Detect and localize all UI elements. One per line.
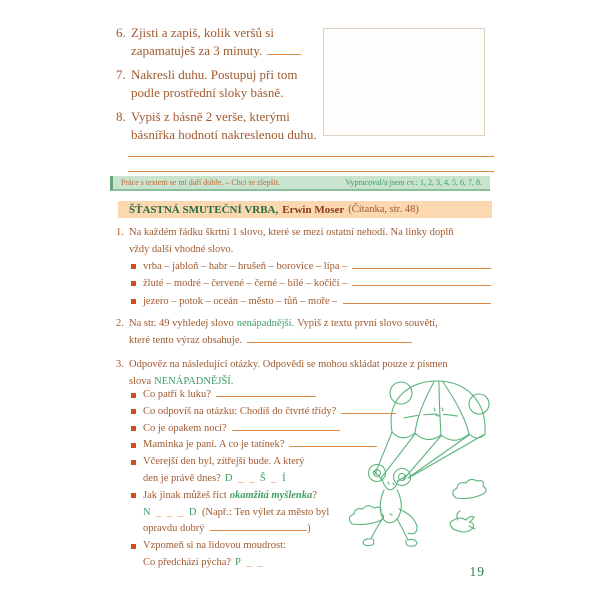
question-text: .) [304, 523, 311, 535]
exercise-number: 2. [116, 318, 124, 329]
exercise-text: Na str. 49 vyhledej slovo [129, 318, 234, 329]
cloud [453, 479, 486, 498]
mouse-foot [363, 539, 374, 546]
question-text: ? [312, 489, 317, 501]
answer-line [128, 156, 494, 157]
question-text: Co předchází pýcha? [143, 556, 232, 568]
cloud [349, 506, 383, 525]
word-row-text: žluté – modré – červené – černé – bílé – kočičí – [143, 278, 348, 290]
question-text: den je právě dnes? [143, 472, 221, 484]
exercise-number: 3. [116, 359, 124, 370]
section-source: (Čítanka, str. 48) [348, 204, 419, 215]
exercise-text: Odpověz na následující otázky. Odpovědi se mohou skládat pouze z písmen [129, 359, 448, 370]
question-text: Vzpomeň si na lidovou moudrost: [143, 540, 286, 552]
square-bullet-icon [131, 460, 136, 465]
page-number: 19 [469, 564, 485, 579]
question-text: Co je opakem noci? [143, 422, 227, 434]
parachute-face [434, 408, 443, 416]
word-row-text: jezero – potok – oceán – město – tůň – moře – [143, 295, 338, 307]
exercise-text: slova [129, 376, 152, 387]
answer-blank [352, 266, 491, 269]
exercise-2 [116, 315, 438, 349]
exercise-text: podle prostřední sloky básně. [131, 85, 284, 100]
answer-blank [210, 528, 305, 531]
question-text: opravdu dobrý [143, 523, 205, 535]
exercise-text: Na každém řádku škrtni 1 slovo, které se mezi ostatní nehodí. Na linky doplň [129, 227, 454, 238]
question-text: Co odpovíš na otázku: Chodíš do čtvrté třídy? [143, 405, 337, 417]
self-assessment-bar [110, 176, 490, 191]
section-author: Erwin Moser [282, 203, 345, 216]
square-bullet-icon [131, 426, 136, 431]
exercise-text: Zjisti a zapiš, kolik veršů si [131, 25, 274, 40]
mouse-tail [399, 509, 417, 534]
parachute-ear [390, 382, 412, 404]
section-title-bar [118, 201, 492, 218]
answer-line [128, 171, 494, 172]
question-text: Co patří k luku? [143, 389, 211, 400]
exercise-number: 8. [116, 109, 126, 124]
parachute-canopy [391, 381, 485, 434]
question-text: (Např.: Ten výlet za město byl [201, 506, 330, 518]
square-bullet-icon [131, 264, 136, 269]
highlight-phrase: okamžitá myšlenka [229, 489, 313, 501]
bird [450, 516, 474, 532]
exercise-8 [116, 108, 356, 144]
mouse-ear [394, 469, 411, 486]
letter-pattern: P _ _ [235, 556, 264, 568]
square-bullet-icon [131, 409, 136, 414]
exercise-text: Nakresli duhu. Postupuj při tom [131, 67, 298, 82]
square-bullet-icon [131, 281, 136, 286]
highlight-word: NENÁPADNĚJŠÍ. [154, 376, 234, 387]
exercise-number: 1. [116, 227, 124, 238]
mouse-head [382, 479, 398, 490]
question-text: Maminka je paní. A co je tatínek? [143, 439, 285, 451]
answer-blank [267, 52, 301, 55]
mouse-arms [374, 471, 407, 481]
square-bullet-icon [131, 299, 136, 304]
word-row [131, 258, 491, 275]
exercise-text: zapamatuješ za 3 minuty. [131, 43, 263, 58]
exercise-1 [116, 224, 454, 258]
self-assessment-text: Práce s textem se mi daří dobře. – Chci se zlepšit. [121, 178, 281, 187]
square-bullet-icon [131, 544, 136, 549]
highlight-word: nenápadnější. [236, 318, 295, 329]
exercise-number: 6. [116, 25, 126, 40]
drawing-box [323, 28, 485, 136]
letter-pattern: D _ _ Š _ Í [224, 472, 288, 484]
completed-exercises-text: Vypracoval/a jsem cv.: 1, 2, 3, 4, 5, 6, 7, 8. [345, 178, 482, 187]
answer-blank [216, 394, 316, 397]
word-row [131, 293, 491, 310]
question-text: Včerejší den byl, zítřejší bude. A který [143, 456, 305, 468]
mouse-ear [369, 465, 386, 482]
mouse-foot [406, 539, 417, 546]
square-bullet-icon [131, 393, 136, 398]
answer-blank [232, 428, 340, 431]
mouse-parachute-illustration [338, 368, 498, 563]
answer-blank [247, 340, 412, 343]
exercise-text: vždy další vhodné slovo. [129, 244, 234, 255]
square-bullet-icon [131, 443, 136, 448]
word-row-list [131, 258, 491, 310]
section-title: ŠŤASTNÁ SMUTEČNÍ VRBA, [129, 203, 279, 216]
answer-blank [352, 283, 491, 286]
word-row-text: vrba – jabloň – habr – hrušeň – borovice – lípa – [143, 261, 348, 272]
exercise-7 [116, 66, 356, 102]
exercise-text: které tento výraz obsahuje. [129, 335, 243, 346]
top-exercise-list [116, 24, 356, 150]
exercise-6 [116, 24, 356, 60]
exercise-number: 7. [116, 67, 126, 82]
answer-blank [343, 301, 492, 304]
question-text: Jak jinak můžeš říct [143, 489, 227, 501]
exercise-text: básnířka hodnotí nakreslenou duhu. [131, 127, 317, 142]
word-row [131, 275, 491, 292]
exercise-text: Vypiš z básně 2 verše, kterými [131, 109, 290, 124]
square-bullet-icon [131, 493, 136, 498]
exercise-text: Vypiš z textu první slovo souvětí, [297, 318, 438, 329]
letter-pattern: N _ _ _ D [143, 506, 198, 518]
